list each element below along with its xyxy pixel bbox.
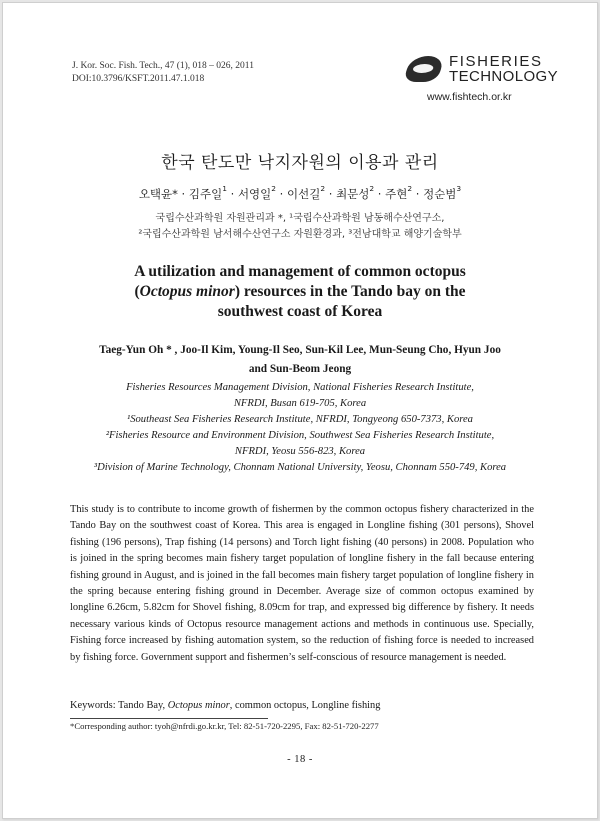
keyword-species: Octopus minor bbox=[167, 700, 230, 711]
title-text: ) resources in the Tando bay on the bbox=[234, 283, 466, 300]
keyword-text: , common octopus, Longline fishing bbox=[229, 700, 381, 711]
english-authors-line: Taeg-Yun Oh * , Joo-Il Kim, Young-Il Seo, Sun-Kil Lee, Mun-Seung Cho, Hyun Joo bbox=[99, 344, 501, 356]
corresponding-author-text: Corresponding author: tyoh@nfrdi.go.kr.kr, Tel: 82-51-720-2295, Fax: 82-51-720-2277 bbox=[74, 721, 379, 731]
species-name: Octopus minor bbox=[139, 283, 235, 300]
logo-word-technology: TECHNOLOGY bbox=[449, 68, 559, 85]
korean-affiliation-line: ²국립수산과학원 남서해수산연구소 자원환경과, ³전남대학교 해양기술학부 bbox=[138, 229, 462, 240]
logo-word-fisheries: FISHERIES bbox=[449, 53, 543, 70]
author-mark: 2 bbox=[369, 184, 375, 193]
affiliation-line: ³Division of Marine Technology, Chonnam National University, Yeosu, Chonnam 550-749, Korea bbox=[93, 462, 507, 474]
keyword-text: Tando Bay, bbox=[118, 700, 166, 711]
paren: ( bbox=[134, 283, 140, 300]
keywords-label: Keywords: bbox=[70, 700, 116, 711]
english-affiliations bbox=[3, 380, 597, 477]
author-mark: 3 bbox=[456, 184, 462, 193]
author-mark: 2 bbox=[407, 184, 413, 193]
english-title-line: southwest coast of Korea bbox=[217, 303, 383, 320]
affiliation-line: Fisheries Resources Management Division, National Fisheries Research Institute, bbox=[126, 382, 474, 393]
english-title-line: A utilization and management of common octopus bbox=[134, 263, 466, 280]
journal-citation-line: J. Kor. Soc. Fish. Tech., 47 (1), 018 – 026, 2011 bbox=[72, 61, 254, 71]
paper-page bbox=[2, 2, 598, 819]
affiliation-line: ¹Southeast Sea Fisheries Research Institute, NFRDI, Tongyeong 650-7373, Korea bbox=[127, 414, 473, 426]
journal-citation bbox=[72, 60, 254, 86]
fish-logo-icon bbox=[403, 56, 445, 82]
english-authors bbox=[3, 341, 597, 379]
english-title-line bbox=[3, 282, 597, 302]
affiliation-line: NFRDI, Busan 619-705, Korea bbox=[233, 398, 367, 410]
affiliation-line: ²Fisheries Resource and Environment Division, Southwest Sea Fisheries Research Institute, bbox=[105, 430, 495, 442]
korean-author: 서영일 bbox=[237, 187, 272, 201]
english-authors-line: and Sun-Beom Jeong bbox=[248, 363, 352, 375]
korean-title: 한국 탄도만 낙지자원의 이용과 관리 bbox=[161, 153, 439, 173]
abstract: This study is to contribute to income growth of fishermen by the common octopus fishery characterized in the Tando Bay on the southwest coast of Korea. This area is engaged in Longline fishing (301 persons), Shovel fishing (196 persons), Trap fishing (14 persons) and Torch light fishing (40 persons) in 2008. Population who is joined in the spring becomes main fishery target population of longline fishery in the fall because entering fishing ground in August, and is joined in the fall becomes main fishery target population of longline fishery in the spring because entering fishing ground in December. Average size of common octopus examined by longline 6.26cm, 5.82cm for Shovel fishing, 8.09cm for trap, and expressed big difference by fishery. It needs necessary various kinds of Octopus resource management actions and methods in continuous use. Specially, Fishing force increased by fishing automation system, so the reduction of fishing force is needed to increased by fishing force. Government support and fishermen’s self-conscious of resource management is needed. bbox=[70, 504, 534, 663]
korean-author: 정순범 bbox=[423, 187, 457, 201]
journal-url: www.fishtech.or.kr bbox=[427, 91, 512, 103]
korean-affiliation-line: 국립수산과학원 자원관리과 *, ¹국립수산과학원 남동해수산연구소, bbox=[155, 213, 445, 224]
doi-line: DOI:10.3796/KSFT.2011.47.1.018 bbox=[72, 74, 205, 84]
footnote-divider bbox=[70, 718, 268, 719]
korean-author: 주현 bbox=[385, 187, 408, 201]
english-title bbox=[3, 262, 597, 322]
korean-author: 이선길 bbox=[287, 187, 321, 201]
author-mark: 2 bbox=[320, 184, 326, 193]
korean-author: 오택윤 bbox=[138, 187, 173, 201]
footnote-mark: * bbox=[70, 721, 75, 731]
page-number: - 18 - bbox=[287, 754, 313, 765]
affiliation-line: NFRDI, Yeosu 556-823, Korea bbox=[234, 446, 366, 458]
korean-author: 최문성 bbox=[336, 187, 370, 201]
author-mark: 2 bbox=[271, 184, 277, 193]
author-mark: * bbox=[172, 187, 178, 201]
korean-authors: 오택윤* · 김주일$^1$ · 서영일$^2$ · 이선길$^2$ · 최문성$^2$ · 주현$^2$ · 정순범$^3$ bbox=[138, 184, 462, 201]
keywords bbox=[70, 700, 380, 711]
author-mark: 1 bbox=[222, 184, 227, 193]
journal-logo bbox=[407, 53, 559, 89]
korean-author: 김주일 bbox=[188, 187, 223, 201]
corresponding-author-note bbox=[70, 721, 379, 731]
